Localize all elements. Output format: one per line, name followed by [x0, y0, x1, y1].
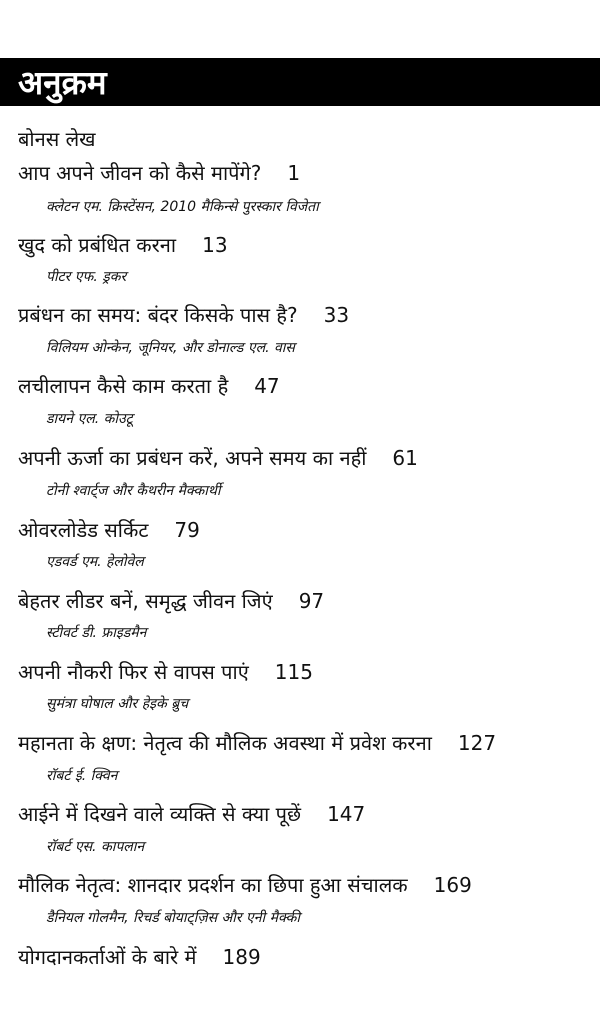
entry-page-number: 47 — [254, 374, 280, 398]
entry-page-number: 1 — [287, 161, 301, 185]
entry-title-text: अपनी ऊर्जा का प्रबंधन करें, अपने समय का नहीं — [18, 446, 367, 470]
section-label: बोनस लेख — [18, 127, 96, 151]
entry-page-number: 79 — [174, 518, 200, 542]
entry-page-number: 189 — [222, 945, 261, 969]
entry-author: रॉबर्ट एस. कापलान — [46, 839, 145, 855]
entry-author: विलियम ओन्केन, जूनियर, और डोनाल्ड एल. वास — [46, 340, 295, 356]
entry-author: एडवर्ड एम. हेलोवेल — [46, 554, 144, 570]
header-bar — [0, 58, 600, 106]
entry-author: क्लेटन एम. क्रिस्टेंसन, 2010 मैकिन्से पुरस्कार विजेता — [46, 199, 319, 215]
entry-author: टोनी श्वार्ट्ज और कैथरीन मैक्कार्थी — [46, 483, 221, 499]
entry-author: स्टीवर्ट डी. फ्राइडमैन — [46, 625, 147, 641]
entry-page-number: 169 — [433, 873, 472, 897]
entry-title-text: बेहतर लीडर बनें, समृद्ध जीवन जिएं — [18, 589, 273, 613]
toc-entry-title[interactable] — [18, 873, 472, 897]
toc-entry-title[interactable] — [18, 589, 324, 613]
entry-title-text: प्रबंधन का समय: बंदर किसके पास है? — [18, 303, 298, 327]
entry-title-text: ओवरलोडेड सर्किट — [18, 518, 149, 542]
entry-page-number: 13 — [202, 233, 228, 257]
toc-entry-title[interactable] — [18, 446, 418, 470]
entry-page-number: 33 — [323, 303, 350, 327]
entry-page-number: 115 — [274, 660, 313, 684]
entry-page-number: 97 — [298, 589, 325, 613]
toc-entry-title[interactable] — [18, 802, 365, 826]
entry-author: सुमंत्रा घोषाल और हेइके ब्रुच — [46, 696, 189, 712]
toc-entry-title[interactable] — [18, 518, 200, 542]
toc-entry-title[interactable] — [18, 945, 261, 969]
entry-author: पीटर एफ. ड्रकर — [46, 269, 127, 285]
entry-author: रॉबर्ट ई. क्विन — [46, 768, 118, 784]
entry-page-number: 147 — [327, 802, 366, 826]
entry-title-text: लचीलापन कैसे काम करता है — [18, 374, 229, 398]
entry-title-text: महानता के क्षण: नेतृत्व की मौलिक अवस्था में प्रवेश करना — [18, 731, 432, 755]
entry-title-text: योगदानकर्ताओं के बारे में — [18, 945, 197, 969]
entry-page-number: 127 — [457, 731, 497, 755]
entry-title-text: खुद को प्रबंधित करना — [18, 233, 177, 257]
toc-entry-title[interactable] — [18, 731, 496, 755]
toc-entry-title[interactable] — [18, 303, 349, 327]
page-title: अनुक्रम — [18, 62, 107, 102]
toc-entry-title[interactable] — [18, 161, 300, 185]
entry-author: डायने एल. कोउटू — [46, 411, 133, 427]
toc-entry-title[interactable] — [18, 374, 280, 398]
entry-title-text: मौलिक नेतृत्व: शानदार प्रदर्शन का छिपा हुआ संचालक — [18, 873, 408, 897]
entry-page-number: 61 — [392, 446, 418, 470]
entry-title-text: आईने में दिखने वाले व्यक्ति से क्या पूछें — [18, 802, 302, 826]
entry-title-text: अपनी नौकरी फिर से वापस पाएं — [18, 660, 249, 684]
entry-author: डैनियल गोलमैन, रिचर्ड बोयाट्ज़िस और एनी मैक्की — [46, 910, 300, 926]
toc-entry-title[interactable] — [18, 233, 228, 257]
toc-entry-title[interactable] — [18, 660, 313, 684]
entry-title-text: आप अपने जीवन को कैसे मापेंगे? — [18, 161, 262, 185]
